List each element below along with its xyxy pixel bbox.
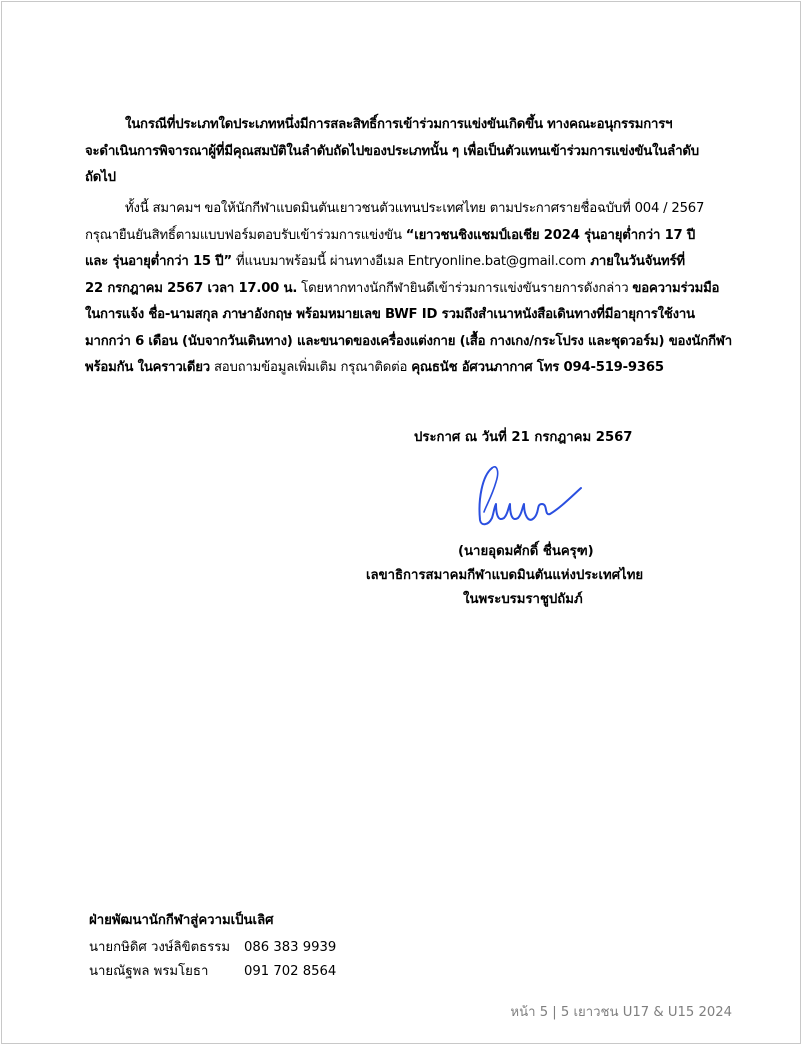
para2-text-1: ทั้งนี้ สมาคมฯ ขอให้นักกีฬาแบดมินตันเยาวชนตัวแทนประเทศไทย ตามประกาศรายชื่อฉบับที่ 004 / 2567 [125, 201, 705, 216]
tournament-name-part1: “เยาวชนชิงแชมป์เอเชีย 2024 รุ่นอายุต่ำกว่า 17 ปี [405, 227, 696, 243]
deadline-prefix: ภายในวันจันทร์ที่ [586, 254, 685, 269]
deadline-date: 22 กรกฎาคม 2567 เวลา 17.00 น. [85, 280, 298, 296]
contact-person: คุณธนัช อัศวนภากาศ โทร 094-519-9365 [411, 360, 664, 375]
contact-phone: 091 702 8564 [244, 964, 337, 979]
inquiry-text: สอบถามข้อมูลเพิ่มเติม กรุณาติดต่อ [209, 360, 412, 375]
para1-line1: ในกรณีที่ประเภทใดประเภทหนึ่งมีการสละสิทธิ์การเข้าร่วมการแข่งขันเกิดขึ้น ทางคณะอนุกรรมการฯ [125, 117, 673, 132]
cooperation-request: ขอความร่วมมือ [632, 280, 720, 296]
required-info-line1: ในการแจ้ง ชื่อ-นามสกุล ภาษาอังกฤษ พร้อมหมายเลข BWF ID รวมถึงสำเนาหนังสือเดินทางที่มีอายุการใช้งาน [85, 307, 695, 322]
required-info-line2: มากกว่า 6 เดือน (นับจากวันเดินทาง) และขนาดของเครื่องแต่งกาย (เสื้อ กางเกง/กระโปรง และชุดวอร์ม) ของนักกีฬา [85, 333, 732, 349]
signer-title-royal-patronage: ในพระบรมราชูปถัมภ์ [463, 592, 583, 607]
contact-row [89, 960, 336, 981]
entry-email: Entryonline.bat@gmail.com [407, 254, 587, 269]
tournament-name-part2: และ รุ่นอายุต่ำกว่า 15 ปี” [85, 254, 232, 269]
para2-text-5: ที่แนบมาพร้อมนี้ ผ่านทางอีเมล [231, 254, 408, 269]
page-footer: หน้า 5 | 5 เยาวชน U17 & U15 2024 [510, 1005, 732, 1020]
paragraph-confirmation-request [85, 196, 735, 382]
contact-phone: 086 383 9939 [244, 940, 337, 955]
para2-text-2: กรุณายืนยันสิทธิ์ตามแบบฟอร์มตอบรับเข้าร่วมการแข่งขัน [85, 227, 406, 243]
contact-row [89, 936, 336, 957]
signer-name: (นายอุดมศักดิ์ ชื่นครุฑ) [458, 544, 594, 559]
contact-name: นายณัฐพล พรมโยธา [89, 964, 209, 979]
para1-line3: ถัดไป [85, 170, 116, 185]
contact-department-heading: ฝ่ายพัฒนานักกีฬาสู่ความเป็นเลิศ [89, 913, 274, 928]
required-info-line3: พร้อมกัน ในคราวเดียว [85, 360, 210, 375]
announcement-date: ประกาศ ณ วันที่ 21 กรกฎาคม 2567 [414, 430, 633, 445]
contact-name: นายกษิดิศ วงษ์ลิขิตธรรม [89, 940, 231, 955]
para2-text-9: โดยหากทางนักกีฬายินดีเข้าร่วมการแข่งขันรายการดังกล่าว [297, 280, 633, 296]
para1-line2: จะดำเนินการพิจารณาผู้ที่มีคุณสมบัติในลำดับถัดไปของประเภทนั้น ๆ เพื่อเป็นตัวแทนเข้าร่วมการแข่งขันในลำดับ [85, 143, 699, 159]
signer-title: เลขาธิการสมาคมกีฬาแบดมินตันแห่งประเทศไทย [366, 568, 644, 583]
signature-image [470, 460, 585, 532]
paragraph-forfeit-rule [85, 112, 735, 192]
